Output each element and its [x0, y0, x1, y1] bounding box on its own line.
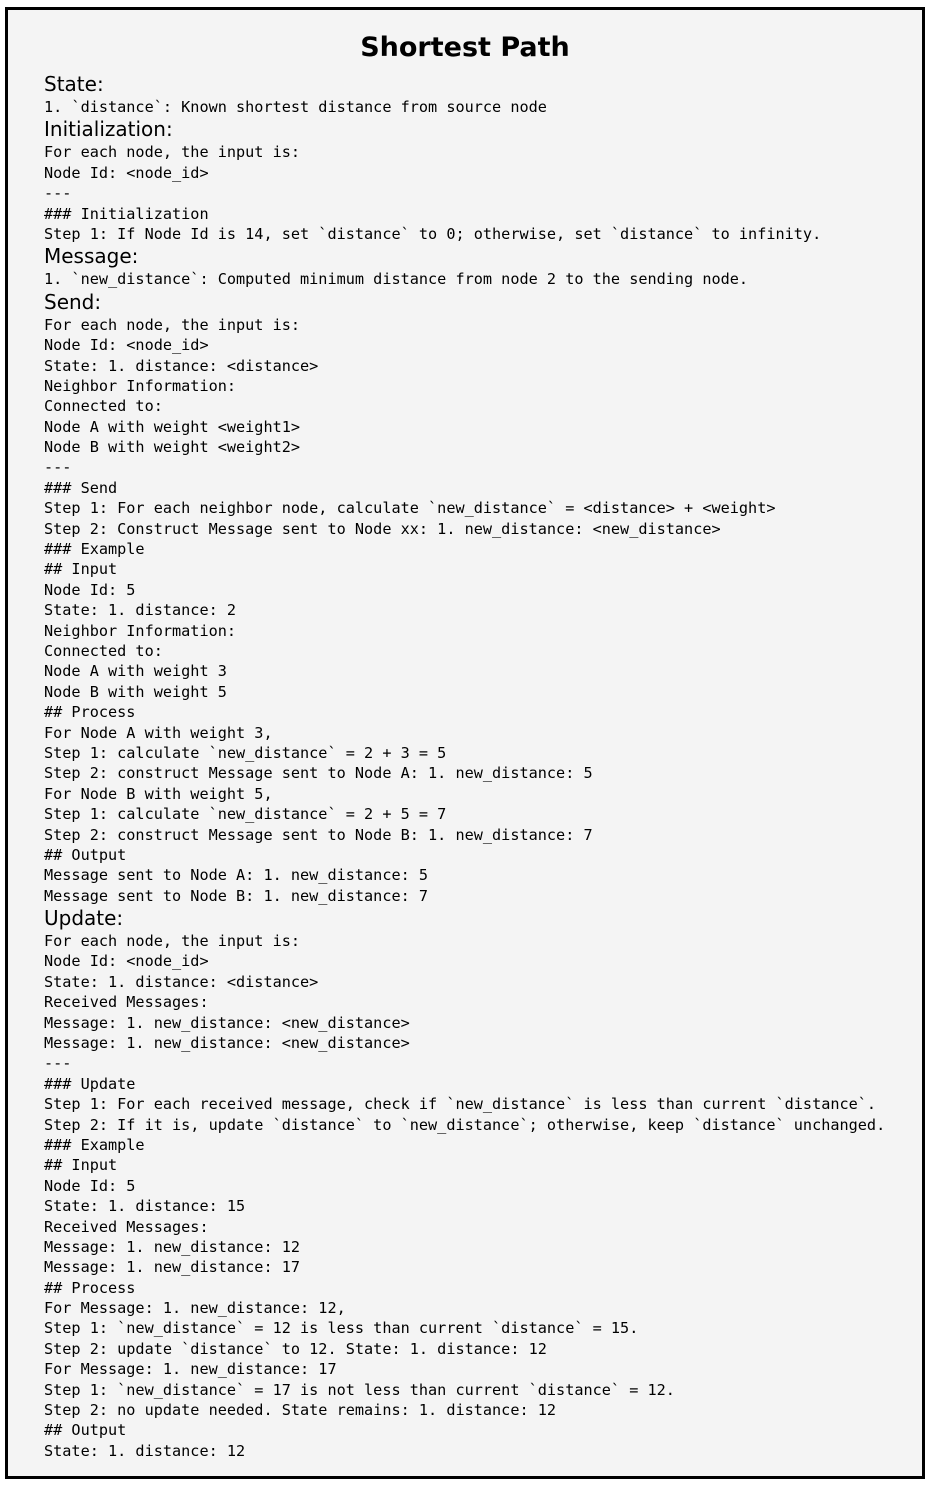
text-line: 1. `new_distance`: Computed minimum distance from node 2 to the sending node. [44, 270, 749, 289]
text-line: 1. `distance`: Known shortest distance from source node [44, 98, 547, 116]
text-line: State: 1. distance: 15 [44, 1197, 246, 1216]
text-line: Step 1: If Node Id is 14, set `distance` to 0; otherwise, set `distance` to infinity. [44, 224, 822, 243]
section-initialization [44, 117, 924, 244]
document-frame [5, 7, 925, 1479]
text-line: Node Id: <node_id> [44, 163, 209, 182]
text-line: ### Send [44, 478, 118, 497]
text-line: Neighbor Information: [44, 376, 237, 395]
text-line: Step 2: Construct Message sent to Node xx: 1. new_distance: <new_distance> [44, 519, 721, 538]
text-line: ### Update [44, 1074, 136, 1093]
text-line: Message sent to Node B: 1. new_distance: 7 [44, 886, 429, 905]
section-state [44, 72, 924, 117]
text-line: Message sent to Node A: 1. new_distance: 5 [44, 866, 429, 885]
text-line: Step 2: construct Message sent to Node B: 1. new_distance: 7 [44, 825, 593, 844]
text-line: Step 2: construct Message sent to Node A: 1. new_distance: 5 [44, 764, 593, 783]
text-line: State: 1. distance: 12 [44, 1441, 246, 1460]
text-line: For each node, the input is: [44, 932, 301, 951]
text-line: For Message: 1. new_distance: 12, [44, 1299, 346, 1318]
text-line: Step 2: update `distance` to 12. State: 1. distance: 12 [44, 1339, 547, 1358]
text-line: Step 1: For each neighbor node, calculate `new_distance` = <distance> + <weight> [44, 499, 776, 518]
section-message [44, 244, 924, 289]
text-line: State: 1. distance: <distance> [44, 972, 319, 991]
text-line: --- [44, 184, 72, 203]
text-line: Node Id: 5 [44, 1176, 136, 1195]
text-line: Received Messages: [44, 1217, 209, 1236]
text-line: Message: 1. new_distance: 12 [44, 1237, 301, 1256]
section-heading: Initialization: [44, 117, 173, 142]
text-line: ## Input [44, 560, 118, 579]
text-line: Step 1: calculate `new_distance` = 2 + 5 = 7 [44, 805, 447, 824]
text-line: For Node B with weight 5, [44, 784, 273, 803]
text-line: Step 2: If it is, update `distance` to `new_distance`; otherwise, keep `distance` unchanged. [44, 1115, 886, 1134]
text-line: For each node, the input is: [44, 315, 301, 334]
text-line: Connected to: [44, 641, 163, 660]
text-line: Connected to: [44, 397, 163, 416]
text-line: Node B with weight 5 [44, 682, 227, 701]
text-line: Step 1: For each received message, check if `new_distance` is less than current `distance`. [44, 1095, 877, 1114]
text-line: Received Messages: [44, 993, 209, 1012]
text-line: Step 1: `new_distance` = 12 is less than current `distance` = 15. [44, 1319, 639, 1338]
text-line: ## Output [44, 845, 127, 864]
text-line: For Node A with weight 3, [44, 723, 273, 742]
text-line: Neighbor Information: [44, 621, 237, 640]
page-title: Shortest Path [360, 32, 570, 63]
text-line: --- [44, 458, 72, 477]
section-send [44, 290, 924, 906]
text-line: Node B with weight <weight2> [44, 438, 301, 457]
text-line: Node Id: 5 [44, 580, 136, 599]
text-line: ## Output [44, 1421, 127, 1440]
text-line: Step 1: `new_distance` = 17 is not less than current `distance` = 12. [44, 1380, 675, 1399]
text-line: ### Initialization [44, 204, 209, 223]
text-line: Message: 1. new_distance: <new_distance> [44, 1034, 410, 1053]
text-line: Step 2: no update needed. State remains: 1. distance: 12 [44, 1401, 557, 1420]
text-line: Node Id: <node_id> [44, 952, 209, 971]
text-line: State: 1. distance: 2 [44, 601, 237, 620]
text-line: ## Process [44, 703, 136, 722]
text-line: ### Example [44, 540, 145, 559]
section-heading: Send: [44, 289, 102, 314]
text-line: For Message: 1. new_distance: 17 [44, 1360, 337, 1379]
text-line: Message: 1. new_distance: <new_distance> [44, 1013, 410, 1032]
text-line: For each node, the input is: [44, 143, 301, 162]
text-line: Node A with weight 3 [44, 662, 227, 681]
section-heading: Message: [44, 244, 139, 269]
text-line: State: 1. distance: <distance> [44, 356, 319, 375]
text-line: Step 1: calculate `new_distance` = 2 + 3 = 5 [44, 743, 447, 762]
section-heading: Update: [44, 906, 124, 931]
text-line: Node Id: <node_id> [44, 336, 209, 355]
section-heading: State: [44, 72, 104, 96]
text-line: Node A with weight <weight1> [44, 417, 301, 436]
document-body [44, 72, 924, 1461]
text-line: ## Input [44, 1156, 118, 1175]
text-line: ### Example [44, 1135, 145, 1154]
text-line: ## Process [44, 1278, 136, 1297]
text-line: --- [44, 1054, 72, 1073]
section-update [44, 906, 924, 1461]
text-line: Message: 1. new_distance: 17 [44, 1258, 301, 1277]
